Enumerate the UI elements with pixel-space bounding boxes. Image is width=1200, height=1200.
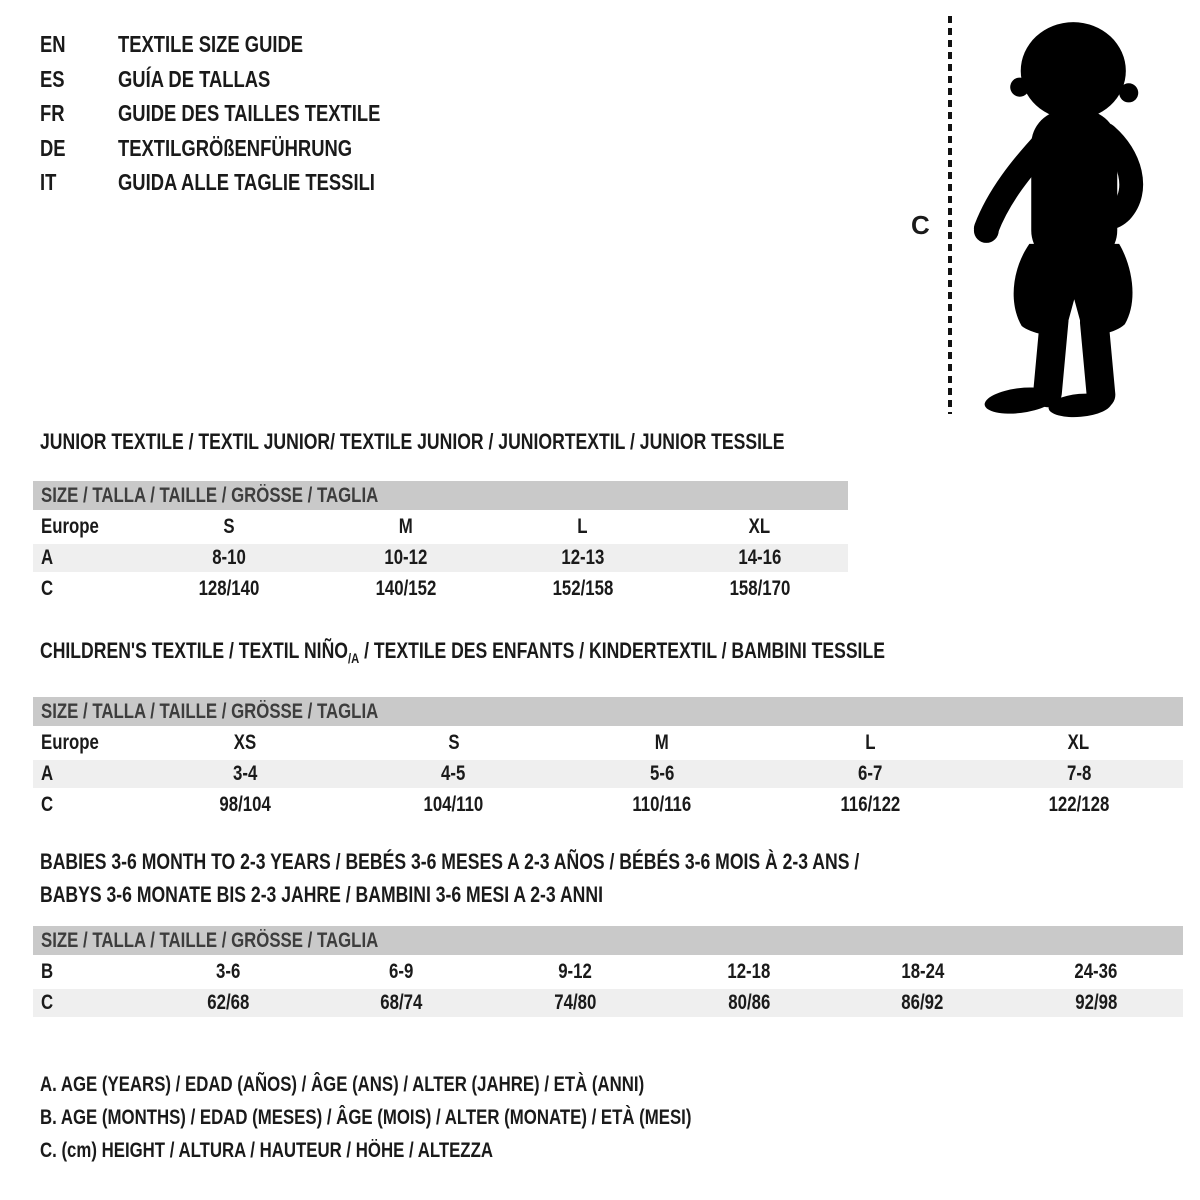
language-code: ES [40, 65, 65, 92]
language-code: IT [40, 169, 57, 195]
language-row [40, 165, 446, 200]
size-value-cell: 152/158 [552, 577, 614, 600]
size-value-cell: 68/74 [380, 991, 423, 1014]
size-value-cell: 9-12 [558, 960, 592, 983]
size-value-cell: 98/104 [219, 793, 271, 816]
size-value-cell: 74/80 [554, 991, 597, 1014]
size-value-cell: 128/140 [198, 577, 260, 600]
size-table [33, 513, 848, 603]
language-code: FR [40, 100, 65, 126]
size-header-label: SIZE / TALLA / TAILLE / GRÖSSE / TAGLIA [41, 929, 379, 952]
table-row [33, 575, 848, 603]
row-label-cell: A [41, 546, 54, 569]
size-value-cell: XS [233, 731, 257, 754]
size-header-label: SIZE / TALLA / TAILLE / GRÖSSE / TAGLIA [41, 700, 379, 723]
size-value-cell: 122/128 [1048, 793, 1110, 816]
size-value-cell: 110/116 [632, 793, 692, 816]
size-value-cell: 3-4 [233, 762, 258, 785]
row-label-cell: C [41, 793, 54, 816]
size-value-cell: 4-5 [441, 762, 466, 785]
size-value-cell: 116/122 [840, 793, 901, 816]
language-code: EN [40, 31, 66, 57]
size-table [33, 729, 1183, 819]
height-measure-label: C [911, 210, 930, 240]
section-title-line: BABIES 3-6 MONTH TO 2-3 YEARS / BEBÉS 3-6 MESES A 2-3 AÑOS / BÉBÉS 3-6 MOIS À 2-3 ANS / [40, 849, 860, 874]
language-title: TEXTILGRÖßENFÜHRUNG [118, 134, 353, 161]
section-junior-textile [33, 425, 848, 606]
table-row [33, 791, 1183, 819]
row-label-cell: A [41, 762, 54, 785]
language-row [40, 131, 446, 166]
table-row [33, 760, 1183, 788]
toddler-silhouette-icon [972, 18, 1144, 420]
language-list [40, 27, 446, 200]
size-value-cell: XL [748, 515, 771, 538]
size-value-cell: 3-6 [215, 960, 240, 983]
size-value-cell: 140/152 [375, 577, 437, 600]
size-value-cell: 12-18 [727, 960, 771, 983]
size-value-cell: S [447, 731, 460, 754]
legend-note: B. AGE (MONTHS) / EDAD (MESES) / ÂGE (MOIS) / ALTER (MONATE) / ETÀ (MESI) [40, 1106, 692, 1129]
height-measure-figure [905, 14, 1155, 426]
section-title-line: JUNIOR TEXTILE / TEXTIL JUNIOR/ TEXTILE JUNIOR / JUNIORTEXTIL / JUNIOR TESSILE [40, 429, 785, 454]
size-value-cell: 12-13 [561, 546, 605, 569]
size-value-cell: M [655, 731, 670, 754]
section-title [40, 845, 1183, 911]
row-label-cell: B [41, 960, 54, 983]
section-childrens-textile [33, 634, 1183, 822]
size-value-cell: M [399, 515, 414, 538]
size-value-cell: 158/170 [729, 577, 790, 600]
table-row [33, 958, 1183, 986]
legend-note: A. AGE (YEARS) / EDAD (AÑOS) / ÂGE (ANS) / ALTER (JAHRE) / ETÀ (ANNI) [40, 1073, 645, 1096]
size-value-cell: 7-8 [1066, 762, 1091, 785]
size-header-bar [33, 926, 1183, 955]
size-value-cell: 6-7 [858, 762, 883, 785]
size-value-cell: 92/98 [1075, 991, 1118, 1014]
row-label-cell: Europe [41, 731, 99, 754]
size-header-label: SIZE / TALLA / TAILLE / GRÖSSE / TAGLIA [41, 484, 379, 507]
table-row [33, 729, 1183, 757]
size-value-cell: L [865, 731, 876, 754]
size-table [33, 958, 1183, 1017]
row-label-cell: C [41, 577, 54, 600]
size-value-cell: 62/68 [206, 991, 249, 1014]
size-value-cell: 18-24 [901, 960, 945, 983]
size-value-cell: 86/92 [901, 991, 944, 1014]
section-title-line: CHILDREN'S TEXTILE / TEXTIL $NIÑO_{/A}$ / TEXTILE DES ENFANTS / KINDERTEXTIL / BAMBINI TESSILE [40, 638, 885, 666]
language-code: DE [40, 134, 66, 161]
height-dashed-line [948, 16, 952, 414]
legend-notes [40, 1068, 854, 1167]
language-title: TEXTILE SIZE GUIDE [118, 31, 304, 57]
language-title: GUIDE DES TAILLES TEXTILE [118, 100, 381, 126]
size-value-cell: 8-10 [212, 546, 247, 569]
size-value-cell: S [223, 515, 235, 538]
size-value-cell: 5-6 [649, 762, 675, 785]
size-value-cell: L [577, 515, 588, 538]
table-row [33, 544, 848, 572]
size-value-cell: 24-36 [1074, 960, 1118, 983]
language-title: GUIDA ALLE TAGLIE TESSILI [118, 169, 375, 195]
section-title [40, 634, 1183, 675]
size-value-cell: XL [1068, 731, 1090, 754]
language-row [40, 27, 446, 62]
row-label-cell: Europe [41, 515, 99, 538]
table-row [33, 513, 848, 541]
size-header-bar [33, 697, 1183, 726]
size-header-bar [33, 481, 848, 510]
size-value-cell: 6-9 [389, 960, 414, 983]
section-title [40, 425, 848, 458]
size-value-cell: 14-16 [738, 546, 782, 569]
size-value-cell: 10-12 [384, 546, 428, 569]
section-babies-textile [33, 845, 1183, 1020]
language-row [40, 96, 446, 131]
language-row [40, 62, 446, 97]
size-value-cell: 104/110 [423, 793, 484, 816]
size-value-cell: 80/86 [727, 991, 770, 1014]
legend-note: C. (cm) HEIGHT / ALTURA / HAUTEUR / HÖHE / ALTEZZA [40, 1139, 493, 1162]
table-row [33, 989, 1183, 1017]
row-label-cell: C [41, 991, 54, 1014]
language-title: GUÍA DE TALLAS [118, 65, 271, 92]
section-title-line: BABYS 3-6 MONATE BIS 2-3 JAHRE / BAMBINI 3-6 MESI A 2-3 ANNI [40, 882, 603, 907]
